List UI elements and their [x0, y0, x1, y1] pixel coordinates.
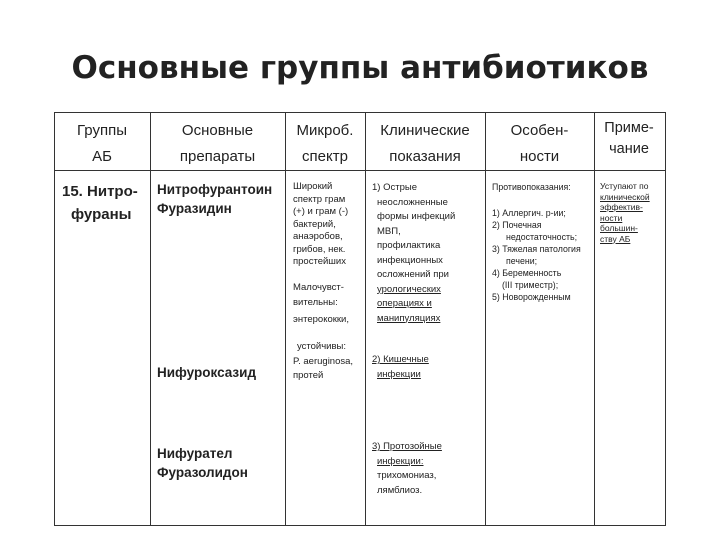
page-title: Основные группы антибиотиков — [71, 50, 649, 86]
header-divider — [54, 170, 666, 171]
column-divider — [594, 112, 595, 526]
header-note: Приме- чание — [604, 120, 654, 157]
indication-one: 1) Острые неосложненные формы инфекций МВП, профилактика инфекционных осложнений при урологических операциях и манипуляциях — [372, 182, 456, 324]
header-features: Особен- ности — [510, 122, 569, 165]
column-divider — [365, 112, 366, 526]
column-divider — [485, 112, 486, 526]
header-drugs: Основные препараты — [179, 122, 256, 165]
header-groups: Группы АБ — [77, 122, 127, 165]
group-name: 15. Нитро- фураны — [62, 183, 138, 223]
header-indications: Клинические показания — [380, 122, 470, 165]
column-divider — [285, 112, 286, 526]
drug-list-second: Нифуроксазид — [157, 365, 257, 380]
spectrum-resistant: устойчивы: P. aeruginosa, протей — [293, 341, 354, 381]
drug-list-first: Нитрофурантоин Фуразидин — [157, 182, 273, 216]
spectrum-less-sensitive: Малочувст- вительны: энтерококки, — [293, 282, 349, 325]
indication-three: 3) Протозойные инфекции: трихомониаз, лямблиоз. — [372, 441, 442, 496]
spectrum-broad: Широкий спектр грам (+) и грам (-) бактерий, анаэробов, грибов, нек. простейших — [293, 181, 349, 267]
features-contraindications-list: 1) Аллергич. р-ии; 2) Почечная недостаточность; 3) Тяжелая патология печени; 4) Беременность (III триместр); 5) Новорожденным — [492, 208, 581, 302]
header-spectrum: Микроб. спектр — [296, 122, 354, 165]
indication-two: 2) Кишечные инфекции — [372, 354, 429, 380]
drug-list-third: Нифурател Фуразолидон — [157, 446, 248, 480]
column-divider — [150, 112, 151, 526]
table-frame — [54, 112, 666, 526]
features-contraindications-title: Противопоказания: — [492, 182, 571, 192]
note-text: Уступают по клинической эффектив- ности большин- ству АБ — [600, 181, 650, 244]
